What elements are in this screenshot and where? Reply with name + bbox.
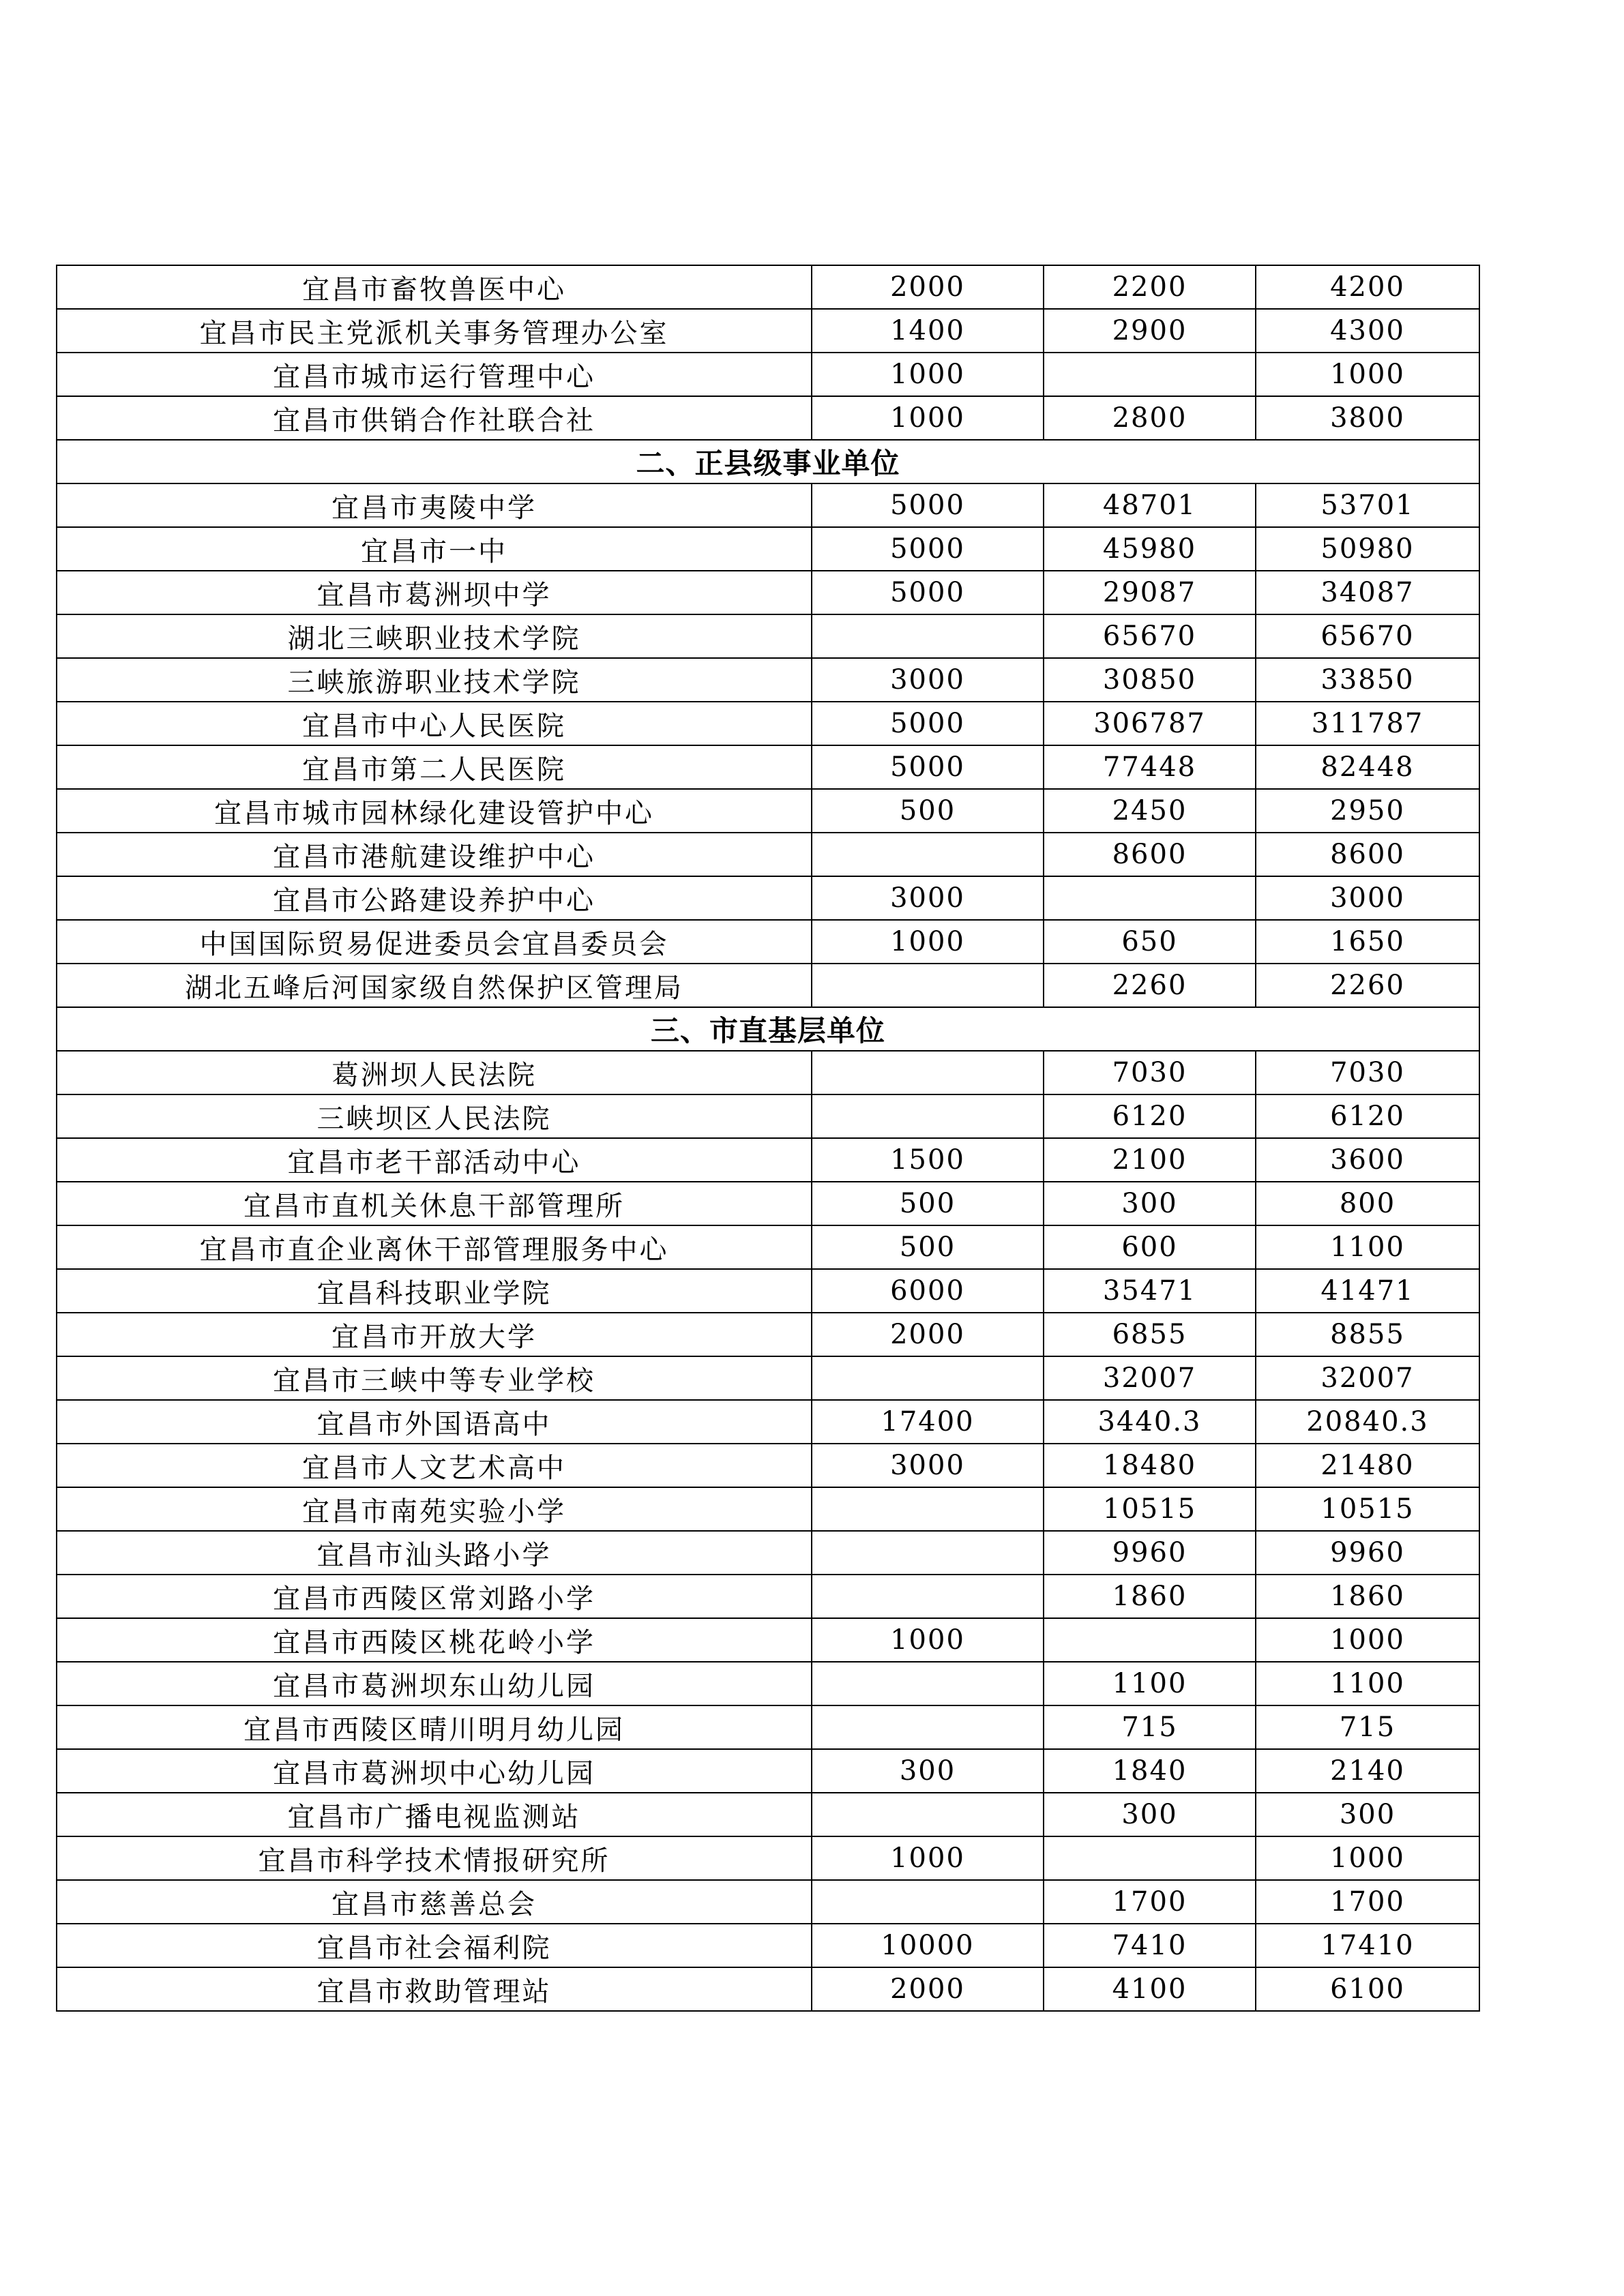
value-cell-col3: 7410 — [1044, 1924, 1256, 1967]
value-cell-col2 — [812, 1531, 1044, 1575]
table-row — [57, 1705, 1479, 1749]
unit-name-cell: 中国国际贸易促进委员会宜昌委员会 — [57, 920, 812, 964]
unit-name-cell: 宜昌市西陵区常刘路小学 — [57, 1575, 812, 1618]
unit-name-cell: 宜昌市外国语高中 — [57, 1400, 812, 1444]
total-cell: 8600 — [1256, 833, 1479, 876]
total-cell: 3600 — [1256, 1138, 1479, 1182]
value-cell-col3: 10515 — [1044, 1487, 1256, 1531]
unit-name-cell: 宜昌市葛洲坝中心幼儿园 — [57, 1749, 812, 1793]
table-row — [57, 1924, 1479, 1967]
value-cell-col2 — [812, 1356, 1044, 1400]
table-row — [57, 658, 1479, 702]
total-cell: 65670 — [1256, 614, 1479, 658]
value-cell-col2 — [812, 1094, 1044, 1138]
table-row — [57, 1880, 1479, 1924]
table-row — [57, 614, 1479, 658]
unit-name-cell: 葛洲坝人民法院 — [57, 1051, 812, 1094]
value-cell-col2 — [812, 1880, 1044, 1924]
unit-name-cell: 宜昌市港航建设维护中心 — [57, 833, 812, 876]
value-cell-col2: 5000 — [812, 527, 1044, 571]
unit-name-cell: 宜昌市城市园林绿化建设管护中心 — [57, 789, 812, 833]
unit-name-cell: 宜昌市科学技术情报研究所 — [57, 1836, 812, 1880]
value-cell-col3: 300 — [1044, 1182, 1256, 1225]
unit-name-cell: 宜昌市夷陵中学 — [57, 483, 812, 527]
value-cell-col2: 500 — [812, 1225, 1044, 1269]
table-row — [57, 1836, 1479, 1880]
total-cell: 3000 — [1256, 876, 1479, 920]
unit-name-cell: 宜昌市葛洲坝中学 — [57, 571, 812, 614]
value-cell-col2: 3000 — [812, 658, 1044, 702]
table-row — [57, 1051, 1479, 1094]
table-row — [57, 1967, 1479, 2011]
value-cell-col2 — [812, 1793, 1044, 1836]
value-cell-col2: 1000 — [812, 353, 1044, 396]
unit-name-cell: 宜昌市救助管理站 — [57, 1967, 812, 2011]
table-row — [57, 1356, 1479, 1400]
total-cell: 1100 — [1256, 1662, 1479, 1705]
table-row — [57, 1094, 1479, 1138]
value-cell-col2: 500 — [812, 789, 1044, 833]
value-cell-col2: 300 — [812, 1749, 1044, 1793]
value-cell-col3: 2100 — [1044, 1138, 1256, 1182]
table-row — [57, 265, 1479, 309]
total-cell: 6120 — [1256, 1094, 1479, 1138]
total-cell: 7030 — [1256, 1051, 1479, 1094]
unit-name-cell: 宜昌市社会福利院 — [57, 1924, 812, 1967]
table-body — [57, 265, 1479, 2011]
value-cell-col3: 2900 — [1044, 309, 1256, 353]
value-cell-col2: 3000 — [812, 876, 1044, 920]
unit-name-cell: 宜昌市汕头路小学 — [57, 1531, 812, 1575]
value-cell-col3 — [1044, 876, 1256, 920]
table-row — [57, 353, 1479, 396]
value-cell-col3: 2450 — [1044, 789, 1256, 833]
value-cell-col3: 715 — [1044, 1705, 1256, 1749]
total-cell: 4300 — [1256, 309, 1479, 353]
total-cell: 9960 — [1256, 1531, 1479, 1575]
table-row — [57, 745, 1479, 789]
total-cell: 300 — [1256, 1793, 1479, 1836]
value-cell-col2 — [812, 964, 1044, 1007]
total-cell: 20840.3 — [1256, 1400, 1479, 1444]
unit-name-cell: 宜昌市南苑实验小学 — [57, 1487, 812, 1531]
table-row — [57, 1793, 1479, 1836]
value-cell-col3: 18480 — [1044, 1444, 1256, 1487]
value-cell-col2: 2000 — [812, 265, 1044, 309]
value-cell-col3: 6120 — [1044, 1094, 1256, 1138]
table-row — [57, 1749, 1479, 1793]
unit-name-cell: 宜昌市人文艺术高中 — [57, 1444, 812, 1487]
total-cell: 6100 — [1256, 1967, 1479, 2011]
table-row — [57, 1531, 1479, 1575]
value-cell-col2 — [812, 1051, 1044, 1094]
value-cell-col3: 48701 — [1044, 483, 1256, 527]
value-cell-col3: 2260 — [1044, 964, 1256, 1007]
section-header-row — [57, 1007, 1479, 1051]
total-cell: 800 — [1256, 1182, 1479, 1225]
total-cell: 33850 — [1256, 658, 1479, 702]
table-row — [57, 964, 1479, 1007]
value-cell-col3: 3440.3 — [1044, 1400, 1256, 1444]
value-cell-col3: 6855 — [1044, 1313, 1256, 1356]
value-cell-col2: 1000 — [812, 396, 1044, 440]
unit-name-cell: 宜昌市民主党派机关事务管理办公室 — [57, 309, 812, 353]
table-row — [57, 920, 1479, 964]
table-row — [57, 396, 1479, 440]
total-cell: 311787 — [1256, 702, 1479, 745]
total-cell: 1000 — [1256, 353, 1479, 396]
table-row — [57, 483, 1479, 527]
total-cell: 41471 — [1256, 1269, 1479, 1313]
value-cell-col3: 1100 — [1044, 1662, 1256, 1705]
value-cell-col2 — [812, 1662, 1044, 1705]
value-cell-col2: 2000 — [812, 1967, 1044, 2011]
unit-name-cell: 宜昌市第二人民医院 — [57, 745, 812, 789]
table-row — [57, 1575, 1479, 1618]
value-cell-col2: 5000 — [812, 571, 1044, 614]
value-cell-col3: 1860 — [1044, 1575, 1256, 1618]
unit-name-cell: 宜昌市广播电视监测站 — [57, 1793, 812, 1836]
value-cell-col3: 2800 — [1044, 396, 1256, 440]
value-cell-col3 — [1044, 1836, 1256, 1880]
total-cell: 1860 — [1256, 1575, 1479, 1618]
table-row — [57, 309, 1479, 353]
unit-name-cell: 宜昌市直企业离休干部管理服务中心 — [57, 1225, 812, 1269]
value-cell-col3: 4100 — [1044, 1967, 1256, 2011]
unit-name-cell: 宜昌市公路建设养护中心 — [57, 876, 812, 920]
value-cell-col2: 1500 — [812, 1138, 1044, 1182]
table-row — [57, 527, 1479, 571]
table-row — [57, 1487, 1479, 1531]
value-cell-col3: 30850 — [1044, 658, 1256, 702]
total-cell: 17410 — [1256, 1924, 1479, 1967]
unit-name-cell: 宜昌科技职业学院 — [57, 1269, 812, 1313]
unit-name-cell: 湖北五峰后河国家级自然保护区管理局 — [57, 964, 812, 1007]
value-cell-col3: 7030 — [1044, 1051, 1256, 1094]
section-title: 三、市直基层单位 — [57, 1007, 1479, 1051]
value-cell-col2: 1000 — [812, 1618, 1044, 1662]
value-cell-col3: 65670 — [1044, 614, 1256, 658]
budget-table — [56, 265, 1480, 2012]
table-row — [57, 1444, 1479, 1487]
value-cell-col3: 306787 — [1044, 702, 1256, 745]
value-cell-col3 — [1044, 1618, 1256, 1662]
section-title: 二、正县级事业单位 — [57, 440, 1479, 483]
value-cell-col2: 1000 — [812, 1836, 1044, 1880]
value-cell-col2: 10000 — [812, 1924, 1044, 1967]
table-row — [57, 702, 1479, 745]
table-row — [57, 789, 1479, 833]
table-row — [57, 1138, 1479, 1182]
table-row — [57, 1313, 1479, 1356]
total-cell: 82448 — [1256, 745, 1479, 789]
value-cell-col2: 5000 — [812, 483, 1044, 527]
value-cell-col2: 3000 — [812, 1444, 1044, 1487]
total-cell: 4200 — [1256, 265, 1479, 309]
total-cell: 2950 — [1256, 789, 1479, 833]
total-cell: 1000 — [1256, 1836, 1479, 1880]
total-cell: 1000 — [1256, 1618, 1479, 1662]
value-cell-col2 — [812, 614, 1044, 658]
unit-name-cell: 宜昌市葛洲坝东山幼儿园 — [57, 1662, 812, 1705]
value-cell-col3: 8600 — [1044, 833, 1256, 876]
total-cell: 50980 — [1256, 527, 1479, 571]
table-row — [57, 833, 1479, 876]
table-row — [57, 1618, 1479, 1662]
value-cell-col2 — [812, 1487, 1044, 1531]
table-row — [57, 571, 1479, 614]
unit-name-cell: 宜昌市一中 — [57, 527, 812, 571]
table-row — [57, 1225, 1479, 1269]
value-cell-col3: 1700 — [1044, 1880, 1256, 1924]
table-row — [57, 1662, 1479, 1705]
value-cell-col3: 600 — [1044, 1225, 1256, 1269]
unit-name-cell: 宜昌市慈善总会 — [57, 1880, 812, 1924]
unit-name-cell: 三峡坝区人民法院 — [57, 1094, 812, 1138]
total-cell: 21480 — [1256, 1444, 1479, 1487]
total-cell: 32007 — [1256, 1356, 1479, 1400]
total-cell: 10515 — [1256, 1487, 1479, 1531]
total-cell: 8855 — [1256, 1313, 1479, 1356]
value-cell-col2: 17400 — [812, 1400, 1044, 1444]
unit-name-cell: 宜昌市三峡中等专业学校 — [57, 1356, 812, 1400]
value-cell-col2 — [812, 1575, 1044, 1618]
total-cell: 715 — [1256, 1705, 1479, 1749]
unit-name-cell: 宜昌市西陵区晴川明月幼儿园 — [57, 1705, 812, 1749]
value-cell-col3: 35471 — [1044, 1269, 1256, 1313]
total-cell: 2260 — [1256, 964, 1479, 1007]
unit-name-cell: 三峡旅游职业技术学院 — [57, 658, 812, 702]
unit-name-cell: 宜昌市开放大学 — [57, 1313, 812, 1356]
value-cell-col3: 32007 — [1044, 1356, 1256, 1400]
value-cell-col2 — [812, 1705, 1044, 1749]
unit-name-cell: 宜昌市畜牧兽医中心 — [57, 265, 812, 309]
total-cell: 1700 — [1256, 1880, 1479, 1924]
total-cell: 53701 — [1256, 483, 1479, 527]
total-cell: 34087 — [1256, 571, 1479, 614]
value-cell-col2: 500 — [812, 1182, 1044, 1225]
table-row — [57, 1400, 1479, 1444]
unit-name-cell: 宜昌市老干部活动中心 — [57, 1138, 812, 1182]
value-cell-col3: 2200 — [1044, 265, 1256, 309]
value-cell-col3: 45980 — [1044, 527, 1256, 571]
unit-name-cell: 宜昌市中心人民医院 — [57, 702, 812, 745]
unit-name-cell: 宜昌市城市运行管理中心 — [57, 353, 812, 396]
value-cell-col2: 2000 — [812, 1313, 1044, 1356]
value-cell-col3: 29087 — [1044, 571, 1256, 614]
unit-name-cell: 宜昌市直机关休息干部管理所 — [57, 1182, 812, 1225]
total-cell: 1100 — [1256, 1225, 1479, 1269]
value-cell-col2: 6000 — [812, 1269, 1044, 1313]
unit-name-cell: 湖北三峡职业技术学院 — [57, 614, 812, 658]
total-cell: 3800 — [1256, 396, 1479, 440]
value-cell-col2: 1000 — [812, 920, 1044, 964]
value-cell-col3: 1840 — [1044, 1749, 1256, 1793]
value-cell-col3: 77448 — [1044, 745, 1256, 789]
table-row — [57, 1269, 1479, 1313]
table-row — [57, 1182, 1479, 1225]
value-cell-col3: 650 — [1044, 920, 1256, 964]
total-cell: 1650 — [1256, 920, 1479, 964]
section-header-row — [57, 440, 1479, 483]
table-row — [57, 876, 1479, 920]
value-cell-col2: 5000 — [812, 745, 1044, 789]
value-cell-col3: 9960 — [1044, 1531, 1256, 1575]
value-cell-col2 — [812, 833, 1044, 876]
value-cell-col2: 5000 — [812, 702, 1044, 745]
unit-name-cell: 宜昌市供销合作社联合社 — [57, 396, 812, 440]
value-cell-col3: 300 — [1044, 1793, 1256, 1836]
unit-name-cell: 宜昌市西陵区桃花岭小学 — [57, 1618, 812, 1662]
value-cell-col3 — [1044, 353, 1256, 396]
value-cell-col2: 1400 — [812, 309, 1044, 353]
total-cell: 2140 — [1256, 1749, 1479, 1793]
